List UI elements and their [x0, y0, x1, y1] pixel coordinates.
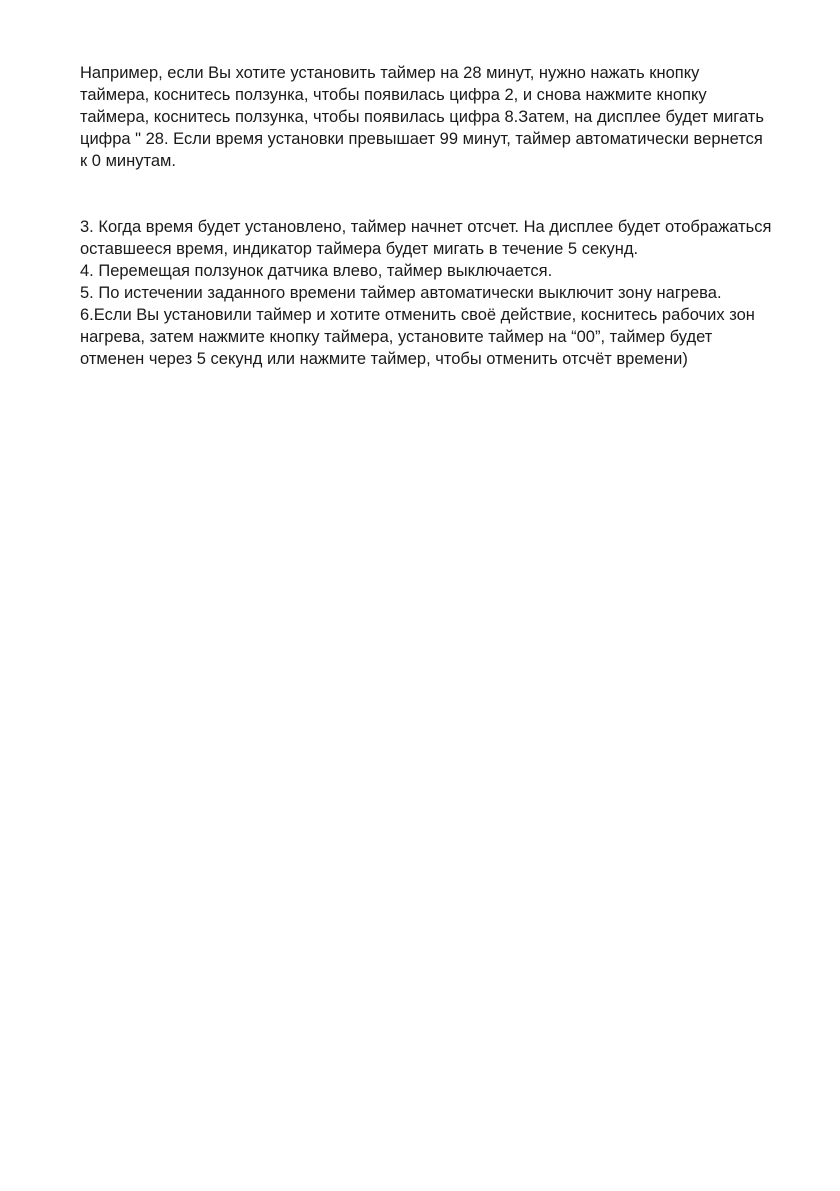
timer-steps-list [80, 216, 772, 370]
timer-step-6: 6.Если Вы установили таймер и хотите отменить своё действие, коснитесь рабочих зон нагрева, затем нажмите кнопку таймера, установите таймер на “00”, таймер будет отменен через 5 секунд или нажмите таймер, чтобы отменить отсчёт времени) [80, 306, 755, 368]
timer-step-5: 5. По истечении заданного времени таймер автоматически выключит зону нагрева. [80, 284, 722, 302]
instructions-text-block [80, 62, 772, 370]
timer-example-paragraph: Например, если Вы хотите установить таймер на 28 минут, нужно нажать кнопку таймера, коснитесь ползунка, чтобы появилась цифра 2, и снова нажмите кнопку таймера, коснитесь ползунка, чтобы появилась цифра 8.Затем, на дисплее будет мигать цифра " 28. Если время установки превышает 99 минут, таймер автоматически вернется к 0 минутам. [80, 64, 764, 170]
timer-step-4: 4. Перемещая ползунок датчика влево, таймер выключается. [80, 262, 553, 280]
timer-step-3: 3. Когда время будет установлено, таймер начнет отсчет. На дисплее будет отображаться оставшееся время, индикатор таймера будет мигать в течение 5 секунд. [80, 218, 772, 258]
paragraph-spacer [80, 172, 772, 216]
